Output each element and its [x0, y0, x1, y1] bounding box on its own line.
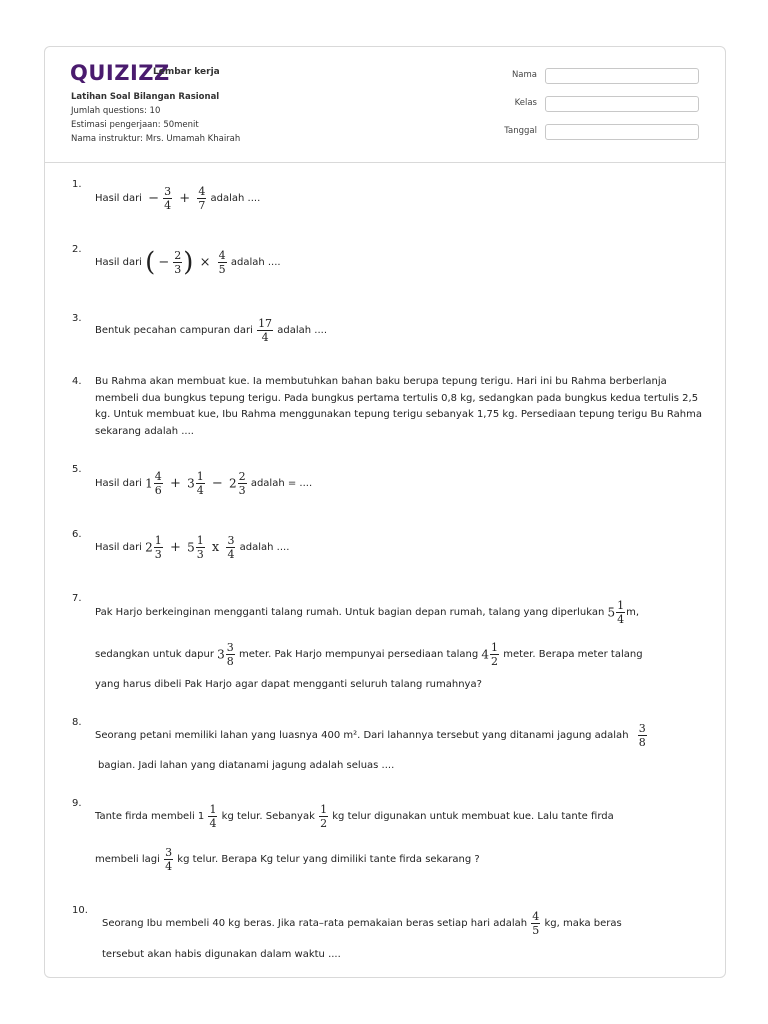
quizizz-logo: QUIZIZZ	[70, 61, 170, 85]
whole-number: 3	[217, 647, 225, 662]
numerator: 3	[227, 534, 235, 547]
question-number: 1.	[72, 179, 82, 190]
question-text: adalah ....	[239, 542, 290, 553]
class-field[interactable]	[545, 96, 699, 112]
numerator: 1	[209, 803, 217, 816]
whole-number: 2	[145, 540, 153, 555]
fraction	[163, 185, 172, 212]
question-8-line-2: bagian. Jadi lahan yang diatanami jagung adalah seluas ....	[98, 760, 395, 771]
fraction	[196, 470, 205, 497]
question-number: 3.	[72, 313, 82, 324]
question-number: 7.	[72, 593, 82, 604]
denominator: 4	[196, 484, 204, 497]
question-9-line-2	[95, 846, 480, 873]
denominator: 6	[154, 484, 162, 497]
question-text: Pak Harjo berkeinginan mengganti talang rumah. Untuk bagian depan rumah, talang yang diperlukan	[95, 607, 605, 618]
denominator: 4	[209, 817, 217, 830]
operator: +	[179, 191, 191, 206]
minus-sign: −	[158, 255, 170, 270]
date-field[interactable]	[545, 124, 699, 140]
whole-number: 2	[229, 476, 237, 491]
question-2	[95, 249, 281, 276]
denominator: 4	[165, 860, 173, 873]
question-number: 5.	[72, 464, 82, 475]
question-number: 10.	[72, 905, 88, 916]
fraction	[208, 803, 217, 830]
question-number: 6.	[72, 529, 82, 540]
numerator: 1	[196, 470, 204, 483]
numerator: 2	[174, 249, 182, 262]
question-number: 8.	[72, 717, 82, 728]
fraction	[638, 722, 647, 749]
question-count: Jumlah questions: 10	[71, 106, 161, 116]
question-text: Hasil dari	[95, 478, 142, 489]
denominator: 3	[238, 484, 246, 497]
question-8-line-1	[95, 722, 648, 749]
estimated-duration: Estimasi pengerjaan: 50menit	[71, 120, 199, 130]
numerator: 2	[238, 470, 246, 483]
fraction	[226, 534, 235, 561]
fraction	[154, 534, 163, 561]
whole-number: 5	[187, 540, 195, 555]
left-paren: (	[145, 247, 156, 278]
fraction	[197, 185, 206, 212]
operator: −	[211, 476, 223, 491]
question-5	[95, 470, 312, 497]
denominator: 4	[164, 199, 172, 212]
fraction	[257, 317, 273, 344]
question-3	[95, 317, 327, 344]
question-text: Bentuk pecahan campuran dari	[95, 325, 253, 336]
question-text: Tante firda membeli 1	[95, 811, 205, 822]
question-7-line-2	[95, 641, 643, 668]
numerator: 3	[638, 722, 646, 735]
denominator: 3	[154, 548, 162, 561]
question-text: Hasil dari	[95, 193, 142, 204]
fraction	[173, 249, 182, 276]
fraction	[531, 910, 540, 937]
question-text: meter. Pak Harjo mempunyai persediaan talang	[238, 649, 479, 660]
denominator: 4	[617, 613, 625, 626]
question-text: Hasil dari	[95, 257, 142, 268]
worksheet-type-label: Lembar kerja	[153, 67, 220, 77]
numerator: 3	[165, 846, 173, 859]
fraction	[226, 641, 235, 668]
denominator: 5	[532, 924, 540, 937]
numerator: 1	[617, 599, 625, 612]
operator: +	[169, 540, 181, 555]
numerator: 1	[491, 641, 499, 654]
question-number: 4.	[72, 376, 82, 387]
fraction	[319, 803, 328, 830]
denominator: 3	[174, 263, 182, 276]
question-text: adalah ....	[230, 257, 281, 268]
numerator: 4	[154, 470, 162, 483]
question-text: Hasil dari	[95, 542, 142, 553]
denominator: 3	[196, 548, 204, 561]
date-label: Tanggal	[504, 126, 537, 136]
numerator: 4	[532, 910, 540, 923]
name-label: Nama	[511, 70, 537, 80]
denominator: 2	[320, 817, 328, 830]
denominator: 8	[638, 736, 646, 749]
whole-number: 1	[145, 476, 153, 491]
numerator: 1	[196, 534, 204, 547]
question-text: meter. Berapa meter talang	[503, 649, 643, 660]
question-text: Seorang Ibu membeli 40 kg beras. Jika rata–rata pemakaian beras setiap hari adalah	[102, 918, 528, 929]
denominator: 2	[491, 655, 499, 668]
question-number: 2.	[72, 244, 82, 255]
worksheet-title: Latihan Soal Bilangan Rasional	[71, 92, 220, 102]
fraction	[154, 470, 163, 497]
numerator: 3	[226, 641, 234, 654]
numerator: 1	[320, 803, 328, 816]
operator: x	[211, 540, 220, 555]
question-text: adalah ....	[277, 325, 327, 336]
numerator: 3	[164, 185, 172, 198]
question-text: kg telur. Sebanyak	[221, 811, 315, 822]
denominator: 5	[218, 263, 226, 276]
question-text: Seorang petani memiliki lahan yang luasnya 400 m². Dari lahannya tersebut yang ditanami jagung adalah	[95, 730, 629, 741]
question-9-line-1	[95, 803, 614, 830]
fraction	[164, 846, 173, 873]
class-label: Kelas	[514, 98, 537, 108]
question-1	[95, 185, 260, 212]
question-text: adalah = ....	[250, 478, 313, 489]
fraction	[490, 641, 499, 668]
worksheet-header	[45, 47, 725, 163]
question-6	[95, 534, 289, 561]
question-7-line-1	[95, 599, 639, 626]
numerator: 17	[258, 317, 273, 330]
question-4: Bu Rahma akan membuat kue. Ia membutuhkan bahan baku berupa tepung terigu. Hari ini bu Rahma berberlanja membeli dua bungkus tepung terigu. Pada bungkus pertama tertulis 0,8 kg, sedangkan pada bungkus kedua tertulis 2,5 kg. Untuk membuat kue, Ibu Rahma menggunakan tepung terigu sebanyak 1,75 kg. Persediaan tepung terigu Bu Rahma sekarang adalah ....	[95, 376, 702, 437]
numerator: 4	[198, 185, 206, 198]
right-paren: )	[183, 247, 194, 278]
question-number: 9.	[72, 798, 82, 809]
numerator: 1	[154, 534, 162, 547]
whole-number: 4	[481, 647, 490, 662]
question-text: kg telur digunakan untuk membuat kue. Lalu tante firda	[332, 811, 614, 822]
minus-sign: −	[148, 191, 160, 206]
question-10-line-2: tersebut akan habis digunakan dalam waktu ....	[102, 949, 341, 960]
fraction	[218, 249, 227, 276]
fraction	[196, 534, 205, 561]
numerator: 4	[218, 249, 226, 262]
question-text: m,	[626, 607, 640, 618]
worksheet	[44, 46, 726, 978]
fraction	[616, 599, 625, 626]
whole-number: 5	[607, 605, 616, 620]
question-text: adalah ....	[210, 193, 261, 204]
instructor-name: Nama instruktur: Mrs. Umamah Khairah	[71, 134, 241, 144]
denominator: 7	[198, 199, 206, 212]
question-text: kg telur. Berapa Kg telur yang dimiliki tante firda sekarang ?	[177, 854, 480, 865]
denominator: 4	[261, 331, 269, 344]
question-7-line-3: yang harus dibeli Pak Harjo agar dapat mengganti seluruh talang rumahnya?	[95, 679, 482, 690]
name-field[interactable]	[545, 68, 699, 84]
denominator: 8	[226, 655, 234, 668]
denominator: 4	[227, 548, 235, 561]
operator: +	[169, 476, 181, 491]
whole-number: 3	[187, 476, 195, 491]
fraction	[238, 470, 247, 497]
question-text: membeli lagi	[95, 854, 160, 865]
question-text: kg, maka beras	[544, 918, 622, 929]
operator: ×	[199, 255, 211, 270]
question-text: sedangkan untuk dapur	[95, 649, 214, 660]
question-10-line-1	[102, 910, 622, 937]
